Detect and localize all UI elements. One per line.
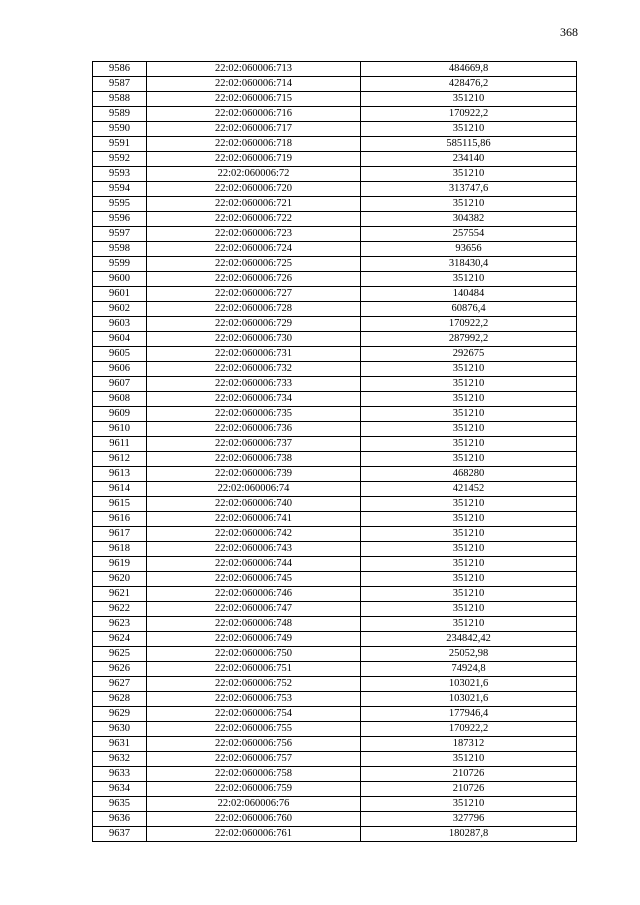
table-row bbox=[93, 557, 577, 572]
row-number-cell: 9630 bbox=[93, 722, 147, 737]
row-number-cell: 9617 bbox=[93, 527, 147, 542]
table-row bbox=[93, 797, 577, 812]
cadastral-value-cell: 351210 bbox=[361, 272, 577, 287]
cadastral-number-cell: 22:02:060006:722 bbox=[147, 212, 361, 227]
row-number-cell: 9600 bbox=[93, 272, 147, 287]
cadastral-number-cell: 22:02:060006:76 bbox=[147, 797, 361, 812]
cadastral-number-cell: 22:02:060006:721 bbox=[147, 197, 361, 212]
cadastral-value-table bbox=[92, 61, 577, 842]
table-row bbox=[93, 242, 577, 257]
cadastral-value-cell: 313747,6 bbox=[361, 182, 577, 197]
cadastral-number-cell: 22:02:060006:724 bbox=[147, 242, 361, 257]
cadastral-value-cell: 170922,2 bbox=[361, 107, 577, 122]
cadastral-number-cell: 22:02:060006:727 bbox=[147, 287, 361, 302]
cadastral-number-cell: 22:02:060006:717 bbox=[147, 122, 361, 137]
table-row bbox=[93, 452, 577, 467]
cadastral-number-cell: 22:02:060006:755 bbox=[147, 722, 361, 737]
table-row bbox=[93, 422, 577, 437]
table-row bbox=[93, 662, 577, 677]
cadastral-value-cell: 351210 bbox=[361, 752, 577, 767]
cadastral-number-cell: 22:02:060006:744 bbox=[147, 557, 361, 572]
cadastral-number-cell: 22:02:060006:740 bbox=[147, 497, 361, 512]
row-number-cell: 9634 bbox=[93, 782, 147, 797]
cadastral-value-cell: 351210 bbox=[361, 617, 577, 632]
cadastral-value-cell: 234842,42 bbox=[361, 632, 577, 647]
cadastral-number-cell: 22:02:060006:725 bbox=[147, 257, 361, 272]
row-number-cell: 9596 bbox=[93, 212, 147, 227]
cadastral-value-cell: 292675 bbox=[361, 347, 577, 362]
cadastral-value-cell: 103021,6 bbox=[361, 692, 577, 707]
table-row bbox=[93, 332, 577, 347]
cadastral-value-cell: 351210 bbox=[361, 122, 577, 137]
cadastral-number-cell: 22:02:060006:729 bbox=[147, 317, 361, 332]
cadastral-number-cell: 22:02:060006:761 bbox=[147, 827, 361, 842]
table-row bbox=[93, 257, 577, 272]
row-number-cell: 9633 bbox=[93, 767, 147, 782]
row-number-cell: 9594 bbox=[93, 182, 147, 197]
cadastral-number-cell: 22:02:060006:732 bbox=[147, 362, 361, 377]
cadastral-number-cell: 22:02:060006:750 bbox=[147, 647, 361, 662]
row-number-cell: 9622 bbox=[93, 602, 147, 617]
row-number-cell: 9591 bbox=[93, 137, 147, 152]
table-row bbox=[93, 272, 577, 287]
row-number-cell: 9629 bbox=[93, 707, 147, 722]
table-row bbox=[93, 362, 577, 377]
table-row bbox=[93, 167, 577, 182]
cadastral-value-cell: 351210 bbox=[361, 542, 577, 557]
row-number-cell: 9592 bbox=[93, 152, 147, 167]
row-number-cell: 9632 bbox=[93, 752, 147, 767]
row-number-cell: 9606 bbox=[93, 362, 147, 377]
table-row bbox=[93, 632, 577, 647]
table-row bbox=[93, 542, 577, 557]
table-row bbox=[93, 692, 577, 707]
table-row bbox=[93, 392, 577, 407]
row-number-cell: 9588 bbox=[93, 92, 147, 107]
row-number-cell: 9587 bbox=[93, 77, 147, 92]
row-number-cell: 9605 bbox=[93, 347, 147, 362]
cadastral-number-cell: 22:02:060006:743 bbox=[147, 542, 361, 557]
cadastral-value-cell: 60876,4 bbox=[361, 302, 577, 317]
row-number-cell: 9614 bbox=[93, 482, 147, 497]
cadastral-value-cell: 170922,2 bbox=[361, 722, 577, 737]
cadastral-value-cell: 103021,6 bbox=[361, 677, 577, 692]
cadastral-number-cell: 22:02:060006:747 bbox=[147, 602, 361, 617]
cadastral-number-cell: 22:02:060006:713 bbox=[147, 62, 361, 77]
row-number-cell: 9595 bbox=[93, 197, 147, 212]
cadastral-value-cell: 287992,2 bbox=[361, 332, 577, 347]
table-row bbox=[93, 77, 577, 92]
row-number-cell: 9627 bbox=[93, 677, 147, 692]
table-row bbox=[93, 602, 577, 617]
cadastral-value-cell: 351210 bbox=[361, 452, 577, 467]
row-number-cell: 9590 bbox=[93, 122, 147, 137]
table-row bbox=[93, 587, 577, 602]
cadastral-value-cell: 351210 bbox=[361, 167, 577, 182]
row-number-cell: 9624 bbox=[93, 632, 147, 647]
cadastral-number-cell: 22:02:060006:733 bbox=[147, 377, 361, 392]
table-row bbox=[93, 62, 577, 77]
cadastral-value-cell: 351210 bbox=[361, 572, 577, 587]
table-row bbox=[93, 737, 577, 752]
row-number-cell: 9618 bbox=[93, 542, 147, 557]
table-row bbox=[93, 287, 577, 302]
cadastral-number-cell: 22:02:060006:745 bbox=[147, 572, 361, 587]
cadastral-value-cell: 25052,98 bbox=[361, 647, 577, 662]
table-row bbox=[93, 767, 577, 782]
table-row bbox=[93, 812, 577, 827]
cadastral-value-cell: 187312 bbox=[361, 737, 577, 752]
row-number-cell: 9607 bbox=[93, 377, 147, 392]
cadastral-number-cell: 22:02:060006:739 bbox=[147, 467, 361, 482]
table-row bbox=[93, 497, 577, 512]
cadastral-number-cell: 22:02:060006:730 bbox=[147, 332, 361, 347]
table-row bbox=[93, 572, 577, 587]
cadastral-value-cell: 484669,8 bbox=[361, 62, 577, 77]
row-number-cell: 9597 bbox=[93, 227, 147, 242]
cadastral-number-cell: 22:02:060006:735 bbox=[147, 407, 361, 422]
row-number-cell: 9609 bbox=[93, 407, 147, 422]
cadastral-value-cell: 351210 bbox=[361, 602, 577, 617]
row-number-cell: 9636 bbox=[93, 812, 147, 827]
cadastral-number-cell: 22:02:060006:760 bbox=[147, 812, 361, 827]
cadastral-number-cell: 22:02:060006:748 bbox=[147, 617, 361, 632]
cadastral-number-cell: 22:02:060006:726 bbox=[147, 272, 361, 287]
table-row bbox=[93, 377, 577, 392]
table-row bbox=[93, 107, 577, 122]
cadastral-value-cell: 428476,2 bbox=[361, 77, 577, 92]
cadastral-number-cell: 22:02:060006:737 bbox=[147, 437, 361, 452]
table-row bbox=[93, 152, 577, 167]
cadastral-number-cell: 22:02:060006:723 bbox=[147, 227, 361, 242]
cadastral-value-cell: 351210 bbox=[361, 557, 577, 572]
table-row bbox=[93, 437, 577, 452]
row-number-cell: 9612 bbox=[93, 452, 147, 467]
table-body bbox=[93, 62, 577, 842]
cadastral-number-cell: 22:02:060006:716 bbox=[147, 107, 361, 122]
cadastral-value-cell: 585115,86 bbox=[361, 137, 577, 152]
cadastral-number-cell: 22:02:060006:758 bbox=[147, 767, 361, 782]
cadastral-value-cell: 140484 bbox=[361, 287, 577, 302]
cadastral-number-cell: 22:02:060006:719 bbox=[147, 152, 361, 167]
cadastral-value-cell: 304382 bbox=[361, 212, 577, 227]
cadastral-number-cell: 22:02:060006:751 bbox=[147, 662, 361, 677]
table-row bbox=[93, 677, 577, 692]
cadastral-number-cell: 22:02:060006:752 bbox=[147, 677, 361, 692]
row-number-cell: 9615 bbox=[93, 497, 147, 512]
cadastral-number-cell: 22:02:060006:720 bbox=[147, 182, 361, 197]
row-number-cell: 9603 bbox=[93, 317, 147, 332]
cadastral-value-cell: 93656 bbox=[361, 242, 577, 257]
row-number-cell: 9631 bbox=[93, 737, 147, 752]
cadastral-value-cell: 351210 bbox=[361, 197, 577, 212]
row-number-cell: 9623 bbox=[93, 617, 147, 632]
table-row bbox=[93, 347, 577, 362]
table-row bbox=[93, 227, 577, 242]
cadastral-number-cell: 22:02:060006:754 bbox=[147, 707, 361, 722]
row-number-cell: 9628 bbox=[93, 692, 147, 707]
row-number-cell: 9599 bbox=[93, 257, 147, 272]
row-number-cell: 9626 bbox=[93, 662, 147, 677]
row-number-cell: 9608 bbox=[93, 392, 147, 407]
table-row bbox=[93, 317, 577, 332]
table-row bbox=[93, 182, 577, 197]
page-number: 368 bbox=[560, 25, 578, 39]
cadastral-number-cell: 22:02:060006:718 bbox=[147, 137, 361, 152]
cadastral-number-cell: 22:02:060006:756 bbox=[147, 737, 361, 752]
table-row bbox=[93, 122, 577, 137]
row-number-cell: 9611 bbox=[93, 437, 147, 452]
cadastral-number-cell: 22:02:060006:759 bbox=[147, 782, 361, 797]
cadastral-value-cell: 468280 bbox=[361, 467, 577, 482]
table-row bbox=[93, 137, 577, 152]
cadastral-value-cell: 351210 bbox=[361, 437, 577, 452]
row-number-cell: 9621 bbox=[93, 587, 147, 602]
cadastral-value-cell: 327796 bbox=[361, 812, 577, 827]
cadastral-value-cell: 351210 bbox=[361, 512, 577, 527]
cadastral-number-cell: 22:02:060006:728 bbox=[147, 302, 361, 317]
table-row bbox=[93, 827, 577, 842]
row-number-cell: 9586 bbox=[93, 62, 147, 77]
table-row bbox=[93, 512, 577, 527]
cadastral-number-cell: 22:02:060006:749 bbox=[147, 632, 361, 647]
cadastral-value-cell: 351210 bbox=[361, 362, 577, 377]
table-row bbox=[93, 647, 577, 662]
table-row bbox=[93, 302, 577, 317]
cadastral-number-cell: 22:02:060006:734 bbox=[147, 392, 361, 407]
row-number-cell: 9598 bbox=[93, 242, 147, 257]
row-number-cell: 9602 bbox=[93, 302, 147, 317]
cadastral-value-cell: 257554 bbox=[361, 227, 577, 242]
cadastral-value-cell: 210726 bbox=[361, 782, 577, 797]
cadastral-value-cell: 351210 bbox=[361, 407, 577, 422]
cadastral-value-cell: 351210 bbox=[361, 392, 577, 407]
cadastral-number-cell: 22:02:060006:731 bbox=[147, 347, 361, 362]
table-row bbox=[93, 407, 577, 422]
cadastral-value-cell: 351210 bbox=[361, 422, 577, 437]
table-row bbox=[93, 212, 577, 227]
cadastral-number-cell: 22:02:060006:746 bbox=[147, 587, 361, 602]
cadastral-number-cell: 22:02:060006:753 bbox=[147, 692, 361, 707]
cadastral-value-cell: 421452 bbox=[361, 482, 577, 497]
cadastral-number-cell: 22:02:060006:72 bbox=[147, 167, 361, 182]
row-number-cell: 9635 bbox=[93, 797, 147, 812]
cadastral-value-cell: 177946,4 bbox=[361, 707, 577, 722]
cadastral-value-cell: 180287,8 bbox=[361, 827, 577, 842]
cadastral-value-cell: 351210 bbox=[361, 377, 577, 392]
row-number-cell: 9620 bbox=[93, 572, 147, 587]
cadastral-value-cell: 351210 bbox=[361, 587, 577, 602]
cadastral-value-cell: 74924,8 bbox=[361, 662, 577, 677]
table-row bbox=[93, 617, 577, 632]
table-row bbox=[93, 467, 577, 482]
cadastral-value-cell: 210726 bbox=[361, 767, 577, 782]
table-row bbox=[93, 782, 577, 797]
row-number-cell: 9613 bbox=[93, 467, 147, 482]
row-number-cell: 9601 bbox=[93, 287, 147, 302]
cadastral-value-cell: 234140 bbox=[361, 152, 577, 167]
row-number-cell: 9589 bbox=[93, 107, 147, 122]
cadastral-value-cell: 351210 bbox=[361, 497, 577, 512]
row-number-cell: 9593 bbox=[93, 167, 147, 182]
table-row bbox=[93, 197, 577, 212]
row-number-cell: 9625 bbox=[93, 647, 147, 662]
cadastral-number-cell: 22:02:060006:714 bbox=[147, 77, 361, 92]
cadastral-number-cell: 22:02:060006:74 bbox=[147, 482, 361, 497]
table-row bbox=[93, 707, 577, 722]
cadastral-number-cell: 22:02:060006:715 bbox=[147, 92, 361, 107]
cadastral-number-cell: 22:02:060006:741 bbox=[147, 512, 361, 527]
cadastral-value-cell: 170922,2 bbox=[361, 317, 577, 332]
table-row bbox=[93, 92, 577, 107]
row-number-cell: 9619 bbox=[93, 557, 147, 572]
cadastral-number-cell: 22:02:060006:757 bbox=[147, 752, 361, 767]
cadastral-number-cell: 22:02:060006:742 bbox=[147, 527, 361, 542]
table-row bbox=[93, 527, 577, 542]
table-row bbox=[93, 722, 577, 737]
table-row bbox=[93, 482, 577, 497]
cadastral-number-cell: 22:02:060006:736 bbox=[147, 422, 361, 437]
cadastral-value-cell: 351210 bbox=[361, 527, 577, 542]
cadastral-value-cell: 351210 bbox=[361, 92, 577, 107]
cadastral-value-cell: 351210 bbox=[361, 797, 577, 812]
row-number-cell: 9616 bbox=[93, 512, 147, 527]
cadastral-number-cell: 22:02:060006:738 bbox=[147, 452, 361, 467]
row-number-cell: 9604 bbox=[93, 332, 147, 347]
row-number-cell: 9610 bbox=[93, 422, 147, 437]
table-row bbox=[93, 752, 577, 767]
cadastral-value-cell: 318430,4 bbox=[361, 257, 577, 272]
row-number-cell: 9637 bbox=[93, 827, 147, 842]
